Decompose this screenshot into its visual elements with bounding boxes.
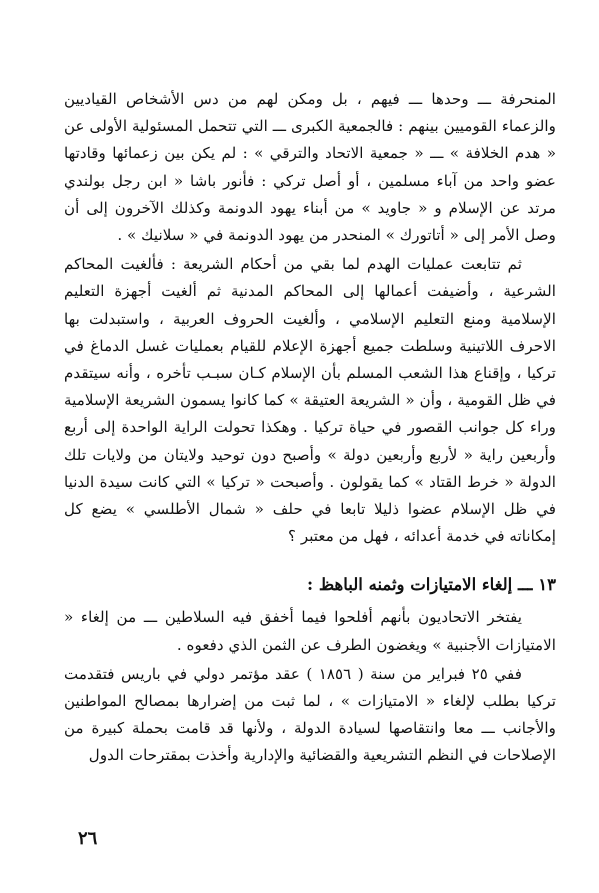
document-page <box>64 86 556 770</box>
paragraph: يفتخر الاتحاديون بأنهم أفلحوا فيما أخفق فيه السلاطين ـــ من إلغاء « الامتيازات الأجنبية » ويغضون الطرف عن الثمن الذي دفعوه . <box>64 608 556 654</box>
paragraph: ففي ٢٥ فبراير من سنة ( ١٨٥٦ ) عقد مؤتمر دولي في باريس فتقدمت تركيا بطلب لإلغاء « الامتيازات » ، لما ثبت من إضرارها بمصالح المواطنين والأجانب ـــ معا وانتقاصها لسيادة الدولة ، ولأنها قد قامت بحملة كبيرة من الإصلاحات في النظم التشريعية والقضائية والإدارية وأخذت بمقترحات الدول <box>64 664 556 765</box>
section-heading: ١٣ ـــ إلغاء الامتيازات وثمنه الباهظ : <box>307 575 556 595</box>
page-number: ٢٦ <box>78 828 98 849</box>
paragraph: ثم تتابعت عمليات الهدم لما بقي من أحكام الشريعة : فألغيت المحاكم الشرعية ، وأضيفت أعمالها إلى المحاكم المدنية ثم ألغيت أجهزة التعليم الإسلامية ومنع التعليم الإسلامي ، وألغيت الحروف العربية ، واستبدلت بها الاحرف اللاتينية وسلطت جميع أجهزة الإعلام للقيام بعمليات غسل الدماغ في تركيا ، وإقناع هذا الشعب المسلم بأن الإسلام كـان سبـب تأخره ، وأنه سيتقدم في ظل القومية ، وأن « الشريعة العتيقة » كما كانوا يسمون الشريعة الإسلامية وراء كل جوانب القصور في حياة تركيا . وهكذا تحولت الراية الواحدة إلى أربع وأربعين راية « لأربع وأربعين دولة » وأصبح دون توحيد ولايتان من ولايات تلك الدولة « خرط القتاد » كما يقولون . وأصبحت « تركيا » التي كانت سيدة الدنيا في ظل الإسلام عضوا ذليلا تابعا في حلف « شمال الأطلسي » يضع كل إمكاناته في خدمة أعدائه ، فهل من معتبر ؟ <box>64 255 556 546</box>
paragraph: المنحرفة ـــ وحدها ـــ فيهم ، بل ومكن لهم من دس الأشخاص القياديين والزعماء القوميين بينهم : فالجمعية الكبرى ـــ التي تتحمل المسئولية الأولى عن « هدم الخلافة » ـــ « جمعية الاتحاد والترقي » : لم يكن بين زعمائها وقادتها عضو واحد من آباء مسلمين ، أو أصل تركي : فأنور باشا « ابن رجل بولندي مرتد عن الإسلام و « جاويد » من أبناء يهود الدونمة وكذلك الآخرون إلى أن وصل الأمر إلى « أتاتورك » المنحدر من يهود الدونمة في « سلانيك » . <box>64 90 556 245</box>
